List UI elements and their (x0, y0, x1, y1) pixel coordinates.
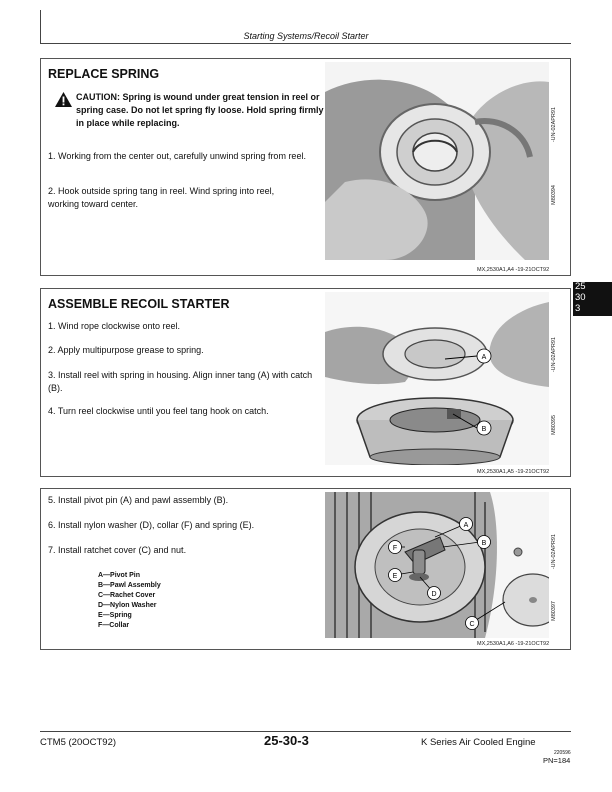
legend-item: D—Nylon Washer (98, 602, 157, 609)
callout-a (460, 518, 473, 531)
step-text: 1. Working from the center out, carefully unwind spring from reel. (48, 151, 306, 161)
footer-rule (40, 731, 571, 732)
section-thumb-tab (573, 282, 612, 316)
photo-hands-unwinding-spring (325, 62, 549, 260)
running-head: Starting Systems/Recoil Starter (243, 31, 369, 41)
step-text: 1. Wind rope clockwise onto reel. (48, 321, 181, 331)
svg-text:B: B (481, 540, 487, 547)
step-text: 6. Install nylon washer (D), collar (F) and spring (E). (48, 520, 255, 530)
figure-code: MX,2530A1,A4 -19-21OCT92 (477, 267, 550, 273)
caution-text: CAUTION: Spring is wound under great tension in reel or spring case. Do not let spring fly loose. Hold spring firmly in place while replacing. (76, 92, 324, 128)
section-title: ASSEMBLE RECOIL STARTER (48, 297, 230, 311)
svg-text:F: F (392, 545, 398, 552)
figure-side-id: -UN-02APR91 (551, 107, 557, 143)
footer-pn: PN=184 (543, 756, 571, 765)
figure-side-id: M80397 (551, 601, 557, 621)
legend-item: F—Collar (98, 622, 130, 629)
svg-text:A: A (463, 522, 469, 529)
legend-item: E—Spring (98, 612, 132, 619)
callout-d (428, 587, 441, 600)
figure-side-id: -UN-02APR91 (551, 337, 557, 373)
figure-side-id: M80394 (551, 185, 557, 205)
footer-date-code: 220596 (554, 750, 571, 756)
figure-code: MX,2530A1,A5 -19-21OCT92 (477, 469, 550, 475)
callout-c (466, 617, 479, 630)
svg-text:E: E (392, 573, 398, 580)
svg-text:D: D (431, 591, 437, 598)
thumb-tab-line: 25 (575, 281, 586, 292)
step-text: 2. Apply multipurpose grease to spring. (48, 345, 204, 355)
callout-e (389, 569, 402, 582)
legend-item: B—Pawl Assembly (98, 582, 161, 589)
photo-reel-in-housing (325, 292, 549, 465)
svg-text:C: C (469, 621, 475, 628)
step-text: 3. Install reel with spring in housing. Align inner tang (A) with catch (B). (48, 370, 313, 393)
callout-f (389, 541, 402, 554)
thumb-tab-line: 3 (575, 303, 581, 314)
figure-side-id: -UN-02APR91 (551, 534, 557, 570)
step-text: 7. Install ratchet cover (C) and nut. (48, 545, 187, 555)
figure-code: MX,2530A1,A6 -19-21OCT92 (477, 641, 550, 647)
section-install-pawl (40, 488, 571, 650)
callout-b (478, 536, 491, 549)
footer-manual-id: CTM5 (20OCT92) (40, 737, 117, 748)
svg-text:B: B (481, 426, 487, 433)
header-rule (40, 43, 571, 44)
step-text: 4. Turn reel clockwise until you feel tang hook on catch. (48, 406, 269, 416)
warning-icon (55, 92, 72, 107)
section-replace-spring (40, 58, 571, 276)
thumb-tab-line: 30 (575, 292, 586, 303)
legend-item: C—Rachet Cover (98, 592, 156, 599)
step-text: 2. Hook outside spring tang in reel. Wind spring into reel, working toward center. (48, 186, 275, 209)
callout-b (477, 421, 491, 435)
svg-text:A: A (481, 354, 487, 361)
legend-item: A—Pivot Pin (98, 572, 141, 579)
footer-page-number: 25-30-3 (264, 733, 309, 748)
footer-manual-title: K Series Air Cooled Engine (421, 737, 536, 748)
step-text: 5. Install pivot pin (A) and pawl assembly (B). (48, 495, 229, 505)
photo-pawl-assembly (325, 492, 549, 638)
section-assemble-recoil-starter (40, 288, 571, 477)
callout-a (477, 349, 491, 363)
figure-side-id: M80395 (551, 415, 557, 435)
section-title: REPLACE SPRING (48, 67, 160, 81)
figure-legend (98, 571, 161, 631)
